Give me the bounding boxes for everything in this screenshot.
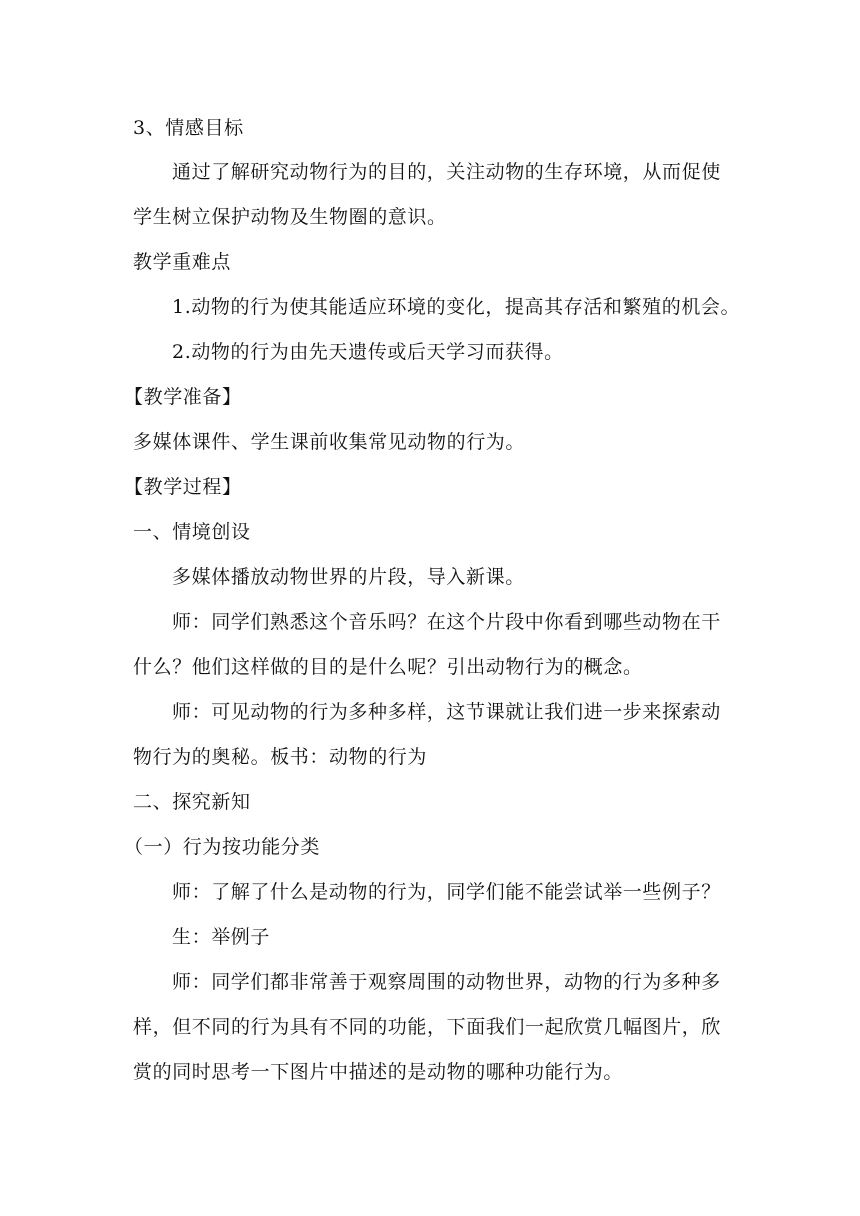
paragraph-line: 师：同学们熟悉这个音乐吗？在这个片段中你看到哪些动物在干 bbox=[172, 611, 721, 633]
paragraph-line: 什么？他们这样做的目的是什么呢？引出动物行为的概念。 bbox=[133, 656, 643, 678]
section-heading-teaching-process: 【教学过程】 bbox=[124, 476, 242, 498]
section-heading-affective-goals: 3、情感目标 bbox=[133, 117, 244, 139]
paragraph-line: 师：了解了什么是动物的行为，同学们能不能尝试举一些例子？ bbox=[172, 881, 721, 903]
list-item: 2.动物的行为由先天遗传或后天学习而获得。 bbox=[172, 341, 564, 363]
paragraph-line: 样，但不同的行为具有不同的功能，下面我们一起欣赏几幅图片，欣 bbox=[133, 1016, 722, 1038]
subsection-heading-explore-new-knowledge: 二、探究新知 bbox=[133, 791, 251, 813]
paragraph-line: 物行为的奥秘。板书：动物的行为 bbox=[133, 746, 428, 768]
paragraph-line: 生：举例子 bbox=[172, 926, 271, 948]
section-heading-key-difficulties: 教学重难点 bbox=[133, 251, 232, 273]
paragraph-line: 赏的同时思考一下图片中描述的是动物的哪种功能行为。 bbox=[133, 1061, 624, 1083]
paragraph-line: 多媒体播放动物世界的片段，导入新课。 bbox=[172, 566, 525, 588]
subsection-heading-scenario: 一、情境创设 bbox=[133, 521, 251, 543]
list-item: 1.动物的行为使其能适应环境的变化，提高其存活和繁殖的机会。 bbox=[172, 296, 741, 318]
paragraph-line: 通过了解研究动物行为的目的，关注动物的生存环境，从而促使 bbox=[172, 161, 721, 183]
section-heading-teaching-preparation: 【教学准备】 bbox=[124, 386, 242, 408]
paragraph-line: 师：可见动物的行为多种多样，这节课就让我们进一步来探索动 bbox=[172, 701, 721, 723]
subsection-heading-behavior-by-function: （一）行为按功能分类 bbox=[124, 836, 321, 858]
paragraph-line: 多媒体课件、学生课前收集常见动物的行为。 bbox=[133, 431, 526, 453]
paragraph-line: 师：同学们都非常善于观察周围的动物世界，动物的行为多种多 bbox=[172, 971, 721, 993]
paragraph-line: 学生树立保护动物及生物圈的意识。 bbox=[133, 206, 447, 228]
